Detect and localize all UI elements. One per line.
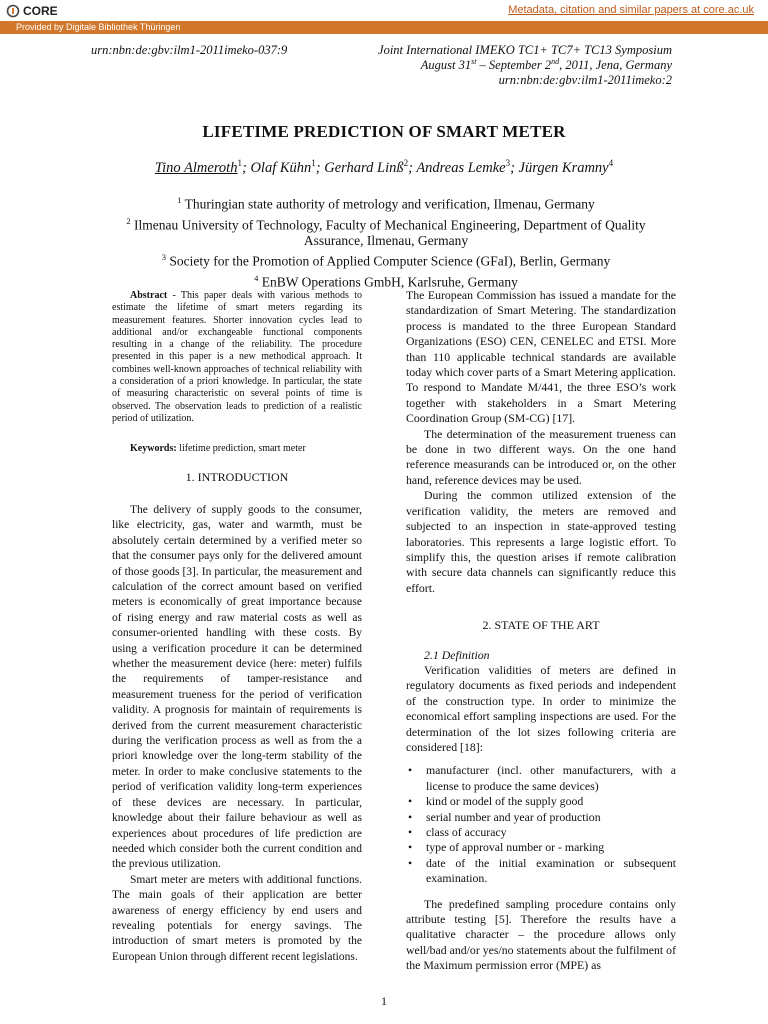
body-paragraph: The European Commission has issued a mandate for the standardization of Smart Metering. The standardization process is mandated to the three European Standard Organizations (ESO) CEN, CENELEC and ETSI. More than 110 applicable technical standards are available today which cover parts of a Smart Metering application. To respond to Mandate M/441, the three ESO’s work together with stakeholders in a Smart Metering Coordination Group (SM-CG) [17]. xyxy=(406,288,676,426)
affiliation xyxy=(96,249,676,270)
affiliation xyxy=(96,213,676,250)
conference-name: Joint International IMEKO TC1+ TC7+ TC13 Symposium xyxy=(378,43,672,57)
left-column xyxy=(112,290,362,965)
affiliation xyxy=(96,192,676,213)
right-column xyxy=(406,288,676,974)
criteria-text: date of the initial examination or subsequent examination. xyxy=(426,855,676,886)
section-heading-state-of-art: 2. STATE OF THE ART xyxy=(482,618,600,633)
affiliation-mark: 3 xyxy=(161,252,166,262)
author-name: Tino Almeroth xyxy=(154,159,238,176)
bullet-icon: • xyxy=(408,855,413,870)
criteria-text: class of accuracy xyxy=(426,825,507,839)
bullet-icon: • xyxy=(408,840,413,855)
criteria-list xyxy=(406,763,676,886)
author-separator: ; xyxy=(408,159,417,176)
affiliation-text: EnBW Operations GmbH, Karlsruhe, Germany xyxy=(258,274,518,289)
keywords xyxy=(112,443,362,455)
author-affiliation-mark: 4 xyxy=(608,158,614,168)
affiliation-mark: 4 xyxy=(254,272,259,283)
author-list xyxy=(0,158,768,177)
conference-date: August 31st – September 2nd, 2011, Jena, Germany xyxy=(420,56,672,72)
urn-right: urn:nbn:de:gbv:ilm1-2011imeko:2 xyxy=(498,73,672,87)
criteria-item xyxy=(406,763,676,794)
provider-text[interactable]: Provided by Digitale Bibliothek Thüringen xyxy=(16,22,181,32)
abstract-text: - This paper deals with various methods to estimate the lifetime of smart meters regarding its measurement features. Shorter innovation cycles lead to additional and/or exchangeable functional components resulting in a change of the reliability. The procedure presented in this paper is a new methodical approach. It combines well-known approaches of technical reliability with a consideration of a priori knowledge. In particular, the state of measuring characteristic on several points of time is observed. The observation leads to prediction of a realistic period of utilization. xyxy=(112,290,362,424)
keywords-label: Keywords: xyxy=(130,443,177,455)
affiliation-mark: 1 xyxy=(177,195,182,205)
author-name: Andreas Lemke xyxy=(416,159,506,176)
criteria-text: serial number and year of production xyxy=(426,809,601,824)
author-separator: ; xyxy=(315,159,325,176)
affiliation-text: Society for the Promotion of Applied Computer Science (GFaI), Berlin, Germany xyxy=(165,253,611,269)
page-number: 1 xyxy=(381,994,387,1008)
abstract-label: Abstract xyxy=(130,290,168,301)
affiliation-text: Ilmenau University of Technology, Faculty of Mechanical Engineering, Department of Quality Assurance, Ilmenau, Germany xyxy=(130,217,646,248)
criteria-item xyxy=(406,810,676,825)
author-name: Olaf Kühn xyxy=(250,159,312,176)
paper-title: LIFETIME PREDICTION OF SMART METER xyxy=(202,122,566,141)
criteria-text: type of approval number or - marking xyxy=(426,840,605,855)
keywords-text: lifetime prediction, smart meter xyxy=(176,443,306,455)
sampling-paragraph: The predefined sampling procedure contains only attribute testing [5]. Therefore the results have a qualitative character – the procedure allows only well/bad and/or yes/no statements about the fulfilment of the Maximum permission error (MPE) as xyxy=(406,896,676,973)
criteria-item xyxy=(406,840,676,855)
urn-left: urn:nbn:de:gbv:ilm1-2011imeko-037:9 xyxy=(91,43,288,57)
author-affiliation-mark: 3 xyxy=(505,158,511,168)
criteria-text: kind or model of the supply good xyxy=(426,794,584,809)
section-heading-introduction: 1. INTRODUCTION xyxy=(185,469,289,484)
author-affiliation-mark: 2 xyxy=(403,158,409,168)
author-name: Jürgen Kramny xyxy=(518,159,609,176)
author-affiliation-mark: 1 xyxy=(237,158,242,168)
abstract xyxy=(112,290,362,425)
core-metadata-link[interactable]: Metadata, citation and similar papers at core.ac.uk xyxy=(508,4,754,16)
affiliation-text: Thuringian state authority of metrology and verification, Ilmenau, Germany xyxy=(181,196,595,212)
bullet-icon: • xyxy=(408,763,413,778)
affiliation xyxy=(96,270,676,291)
subsection-heading-definition: 2.1 Definition xyxy=(424,647,490,662)
affiliation-list xyxy=(96,192,676,290)
criteria-item xyxy=(406,794,676,809)
bullet-icon: • xyxy=(408,809,413,824)
bullet-icon: • xyxy=(408,825,413,839)
author-affiliation-mark: 1 xyxy=(311,158,316,168)
intro-paragraph: The delivery of supply goods to the consumer, like electricity, gas, water and warmth, must be absolutely certain determined by a verified meter so that the consumer pays only for the delivered amount of those goods [3]. In particular, the measurement and calculation of the correct amount based on verified meters is economically of great importance because of rising energy and raw material costs as well as consumer-oriented handling with these costs. By using a verification procedure it can be determined whether the measurement device (here: meter) fulfils the requirements of tamper-resistance and measurement trueness for the period of verification validity. A prognosis for maintain of requirements is derived from the current measurement characteristic during the verification process as well as from the a priori knowledge over the long-term stability of the meter. In order to make conclusive statements to the period of verification validity long-term experiences of these devices are necessary. In particular, knowledge about their failure behaviour as well as experiences about procedures of life prediction are needed which consider both the current condition and the previous utilization. xyxy=(112,503,362,871)
criteria-item xyxy=(406,825,676,840)
core-logo-text: CORE xyxy=(23,3,58,18)
author-separator: ; xyxy=(510,159,519,176)
author-name: Gerhard Linß xyxy=(324,159,404,176)
intro-paragraph: Smart meter are meters with additional functions. The main goals of their application are better awareness of energy efficiency by end users and revealing potentials for energy savings. The introduction of smart meters is promoted by the European Union through different recent legislations. xyxy=(112,873,362,963)
criteria-item xyxy=(406,856,676,887)
body-paragraph: The determination of the measurement trueness can be done in two different ways. On the one hand reference measurands can be introduced or, on the other hand, reference devices may be used. xyxy=(406,426,676,487)
body-paragraph: During the common utilized extension of the verification validity, the meters are removed and subjected to an inspection in state-approved testing laboratories. This represents a large logistic effort. To simplify this, the question arises if remote calibration with secure data channels can significantly reduce this effort. xyxy=(406,488,676,595)
core-logo-icon xyxy=(6,4,20,18)
criteria-text: manufacturer (incl. other manufacturers, with a license to produce the same devices) xyxy=(426,763,676,793)
author-separator: ; xyxy=(241,159,251,176)
core-logo[interactable] xyxy=(6,2,58,19)
conference-header xyxy=(378,43,672,88)
bullet-icon: • xyxy=(408,794,413,809)
affiliation-mark: 2 xyxy=(126,215,131,226)
definition-paragraph: Verification validities of meters are defined in regulatory documents as fixed periods and independent of the construction type. In order to minimize the economical effort sampling inspections are used. For the determination of the lot sizes following criteria are considered [18]: xyxy=(406,662,676,754)
